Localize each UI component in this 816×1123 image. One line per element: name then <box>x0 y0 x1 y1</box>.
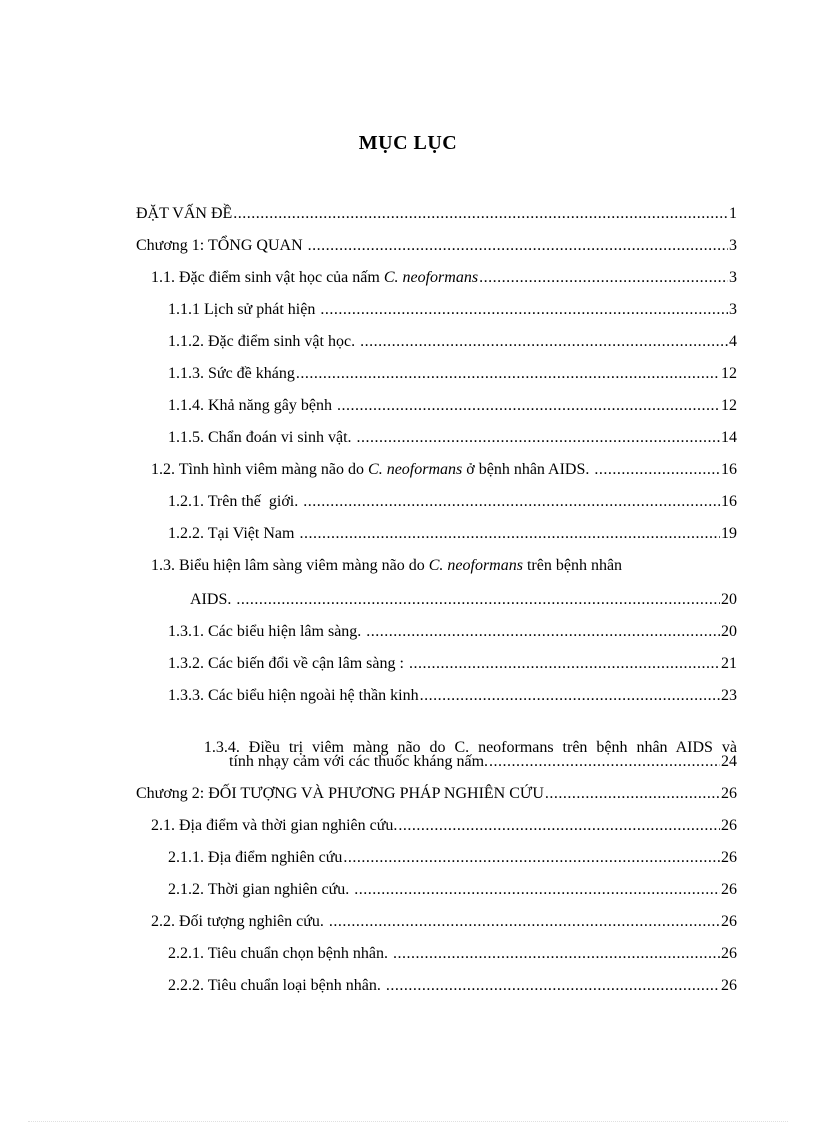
toc-entry-label: 1.3.2. Các biến đổi về cận lâm sàng : <box>168 655 408 672</box>
toc-entry-label: 1.2.1. Trên thế giới. <box>168 493 303 510</box>
toc-entry[interactable] <box>168 880 737 900</box>
leader-dots <box>320 300 728 320</box>
toc-entry-page: 26 <box>721 849 737 866</box>
leader-dots <box>299 524 720 544</box>
toc-entry-label: 1.3.1. Các biểu hiện lâm sàng. <box>168 623 366 640</box>
toc-entry-page: 20 <box>721 591 737 608</box>
toc-entry-page: 26 <box>721 945 737 962</box>
leader-dots <box>337 396 720 416</box>
toc-entry[interactable] <box>229 752 737 772</box>
toc-entry[interactable] <box>151 816 737 836</box>
toc-entry-label: 1.1.2. Đặc điểm sinh vật học. <box>168 333 360 350</box>
toc-entry-page: 24 <box>721 753 737 770</box>
toc-entry-page: 3 <box>729 269 737 286</box>
toc-entry-label: 2.2. Đối tượng nghiên cứu. <box>151 913 328 930</box>
toc-entry-label: ĐẶT VẤN ĐỀ <box>136 205 233 222</box>
toc-entry[interactable] <box>136 784 737 804</box>
toc-entry-label: 2.1.1. Địa điểm nghiên cứu <box>168 849 343 866</box>
toc-entry-page: 16 <box>721 461 737 478</box>
leader-dots <box>329 912 720 932</box>
leader-dots <box>296 364 720 384</box>
toc-entry[interactable] <box>168 524 737 544</box>
toc-entry-page: 12 <box>721 365 737 382</box>
toc-entry-label-continuation: tính nhạy cảm với các thuốc kháng nấm. <box>229 753 489 770</box>
leader-dots <box>545 784 720 804</box>
toc-entry-page: 21 <box>721 655 737 672</box>
toc-entry[interactable] <box>168 300 737 320</box>
toc-entry-page: 20 <box>721 623 737 640</box>
leader-dots <box>594 460 720 480</box>
leader-dots <box>308 236 728 256</box>
toc-entry[interactable] <box>168 686 737 706</box>
leader-dots <box>343 848 720 868</box>
toc-entry-label: 1.2. Tình hình viêm màng não do C. neoformans ở bệnh nhân AIDS. <box>151 461 594 478</box>
toc-entry-label: Chương 2: ĐỐI TƯỢNG VÀ PHƯƠNG PHÁP NGHIÊN CỨU <box>136 785 544 802</box>
leader-dots <box>303 492 720 512</box>
toc-entry[interactable] <box>168 364 737 384</box>
toc-entry[interactable] <box>168 492 737 512</box>
toc-entry-page: 26 <box>721 785 737 802</box>
toc-entry-label: 1.1. Đặc điểm sinh vật học của nấm C. neoformans <box>151 269 479 286</box>
toc-entry-label: 2.2.2. Tiêu chuẩn loại bệnh nhân. <box>168 977 385 994</box>
leader-dots <box>236 590 720 610</box>
toc-entry-label: 1.3. Biểu hiện lâm sàng viêm màng não do C. neoformans trên bệnh nhân <box>151 557 623 574</box>
toc-entry-label: 1.3.3. Các biểu hiện ngoài hệ thần kinh <box>168 687 419 704</box>
toc-entry[interactable] <box>136 236 737 256</box>
toc-entry-label: 1.3.4. Điều trị viêm màng não do C. neoformans trên bệnh nhân AIDS và <box>203 739 737 756</box>
toc-entry-label: 2.1. Địa điểm và thời gian nghiên cứu. <box>151 817 398 834</box>
toc-entry-label: 1.1.4. Khả năng gây bệnh <box>168 397 336 414</box>
leader-dots <box>398 816 720 836</box>
toc-entry-page: 26 <box>721 913 737 930</box>
toc-entry-label: 1.1.5. Chẩn đoán vi sinh vật. <box>168 429 356 446</box>
leader-dots <box>420 686 720 706</box>
toc-entry-wrapped-line[interactable] <box>151 556 737 576</box>
leader-dots <box>366 622 720 642</box>
toc-entry[interactable] <box>136 204 737 224</box>
page-title: MỤC LỤC <box>358 132 458 154</box>
toc-entry[interactable] <box>168 428 737 448</box>
leader-dots <box>386 976 720 996</box>
toc-entry[interactable] <box>168 396 737 416</box>
toc-entry-page: 3 <box>729 237 737 254</box>
toc-entry-page: 16 <box>721 493 737 510</box>
leader-dots <box>357 428 720 448</box>
toc-entry-page: 3 <box>729 301 737 318</box>
toc-entry[interactable] <box>190 590 737 610</box>
toc-entry[interactable] <box>151 268 737 288</box>
leader-dots <box>233 204 728 224</box>
toc-entry-page: 14 <box>721 429 737 446</box>
toc-entry[interactable] <box>168 622 737 642</box>
toc-entry-label: 1.1.1 Lịch sử phát hiện <box>168 301 320 318</box>
toc-entry-page: 26 <box>721 881 737 898</box>
toc-entry-page: 12 <box>721 397 737 414</box>
toc-entry-page: 1 <box>729 205 737 222</box>
toc-entry[interactable] <box>168 848 737 868</box>
toc-entry-label: 2.2.1. Tiêu chuẩn chọn bệnh nhân. <box>168 945 392 962</box>
toc-entry-label: 1.2.2. Tại Việt Nam <box>168 525 299 542</box>
leader-dots <box>409 654 720 674</box>
leader-dots <box>489 752 720 772</box>
leader-dots <box>393 944 720 964</box>
toc-entry-page: 19 <box>721 525 737 542</box>
toc-entry[interactable] <box>168 944 737 964</box>
toc-entry-label-continuation: AIDS. <box>190 591 236 608</box>
toc-entry-page: 26 <box>721 977 737 994</box>
toc-entry[interactable] <box>168 976 737 996</box>
toc-entry-label: 1.1.3. Sức đề kháng <box>168 365 295 382</box>
toc-entry[interactable] <box>168 654 737 674</box>
toc-entry-page: 23 <box>721 687 737 704</box>
toc-entry-page: 26 <box>721 817 737 834</box>
toc-entry[interactable] <box>151 460 737 480</box>
page-bottom-divider <box>28 1121 788 1122</box>
toc-entry-label: Chương 1: TỔNG QUAN <box>136 237 307 254</box>
toc-entry-label: 2.1.2. Thời gian nghiên cứu. <box>168 881 354 898</box>
toc-entry[interactable] <box>151 912 737 932</box>
toc-entry[interactable] <box>168 332 737 352</box>
toc-entry-page: 4 <box>729 333 737 350</box>
leader-dots <box>479 268 728 288</box>
leader-dots <box>354 880 720 900</box>
leader-dots <box>360 332 728 352</box>
